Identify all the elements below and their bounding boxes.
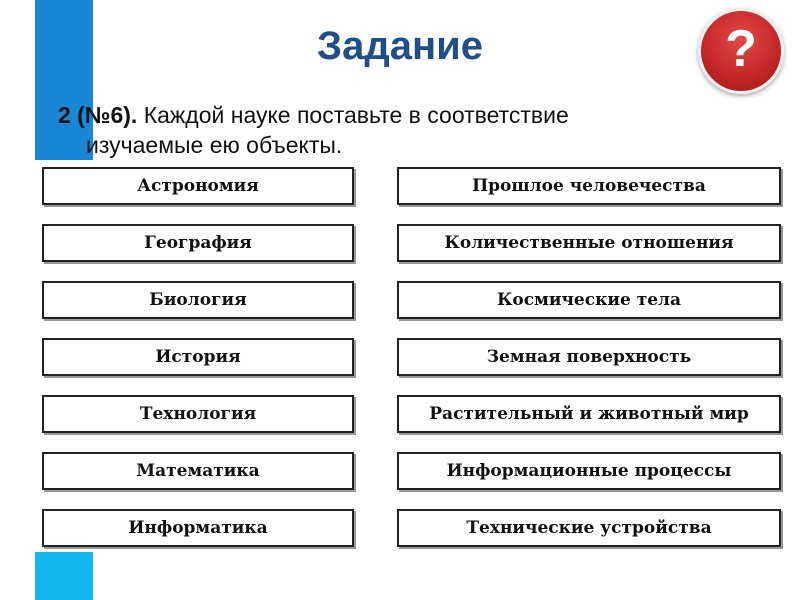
object-box-earth-surface[interactable]: Земная поверхность — [397, 338, 781, 376]
science-box-mathematics[interactable]: Математика — [42, 452, 354, 490]
question-mark-icon: ? — [725, 20, 757, 78]
science-box-history[interactable]: История — [42, 338, 354, 376]
object-box-information-processes[interactable]: Информационные процессы — [397, 452, 781, 490]
task-number: 2 (№6). — [58, 102, 138, 128]
science-box-biology[interactable]: Биология — [42, 281, 354, 319]
sciences-column — [42, 167, 354, 547]
object-box-technical-devices[interactable]: Технические устройства — [397, 509, 781, 547]
objects-column — [397, 167, 781, 547]
help-button[interactable] — [698, 8, 784, 94]
object-box-quantitative-relations[interactable]: Количественные отношения — [397, 224, 781, 262]
science-box-informatics[interactable]: Информатика — [42, 509, 354, 547]
science-box-astronomy[interactable]: Астрономия — [42, 167, 354, 205]
task-line-1: Каждой науке поставьте в соответствие — [143, 102, 569, 128]
object-box-human-past[interactable]: Прошлое человечества — [397, 167, 781, 205]
science-box-technology[interactable]: Технология — [42, 395, 354, 433]
object-box-flora-fauna[interactable]: Растительный и животный мир — [397, 395, 781, 433]
task-text — [58, 100, 698, 160]
science-box-geography[interactable]: География — [42, 224, 354, 262]
task-line-2: изучаемые ею объекты. — [86, 132, 343, 158]
object-box-cosmic-bodies[interactable]: Космические тела — [397, 281, 781, 319]
page-title: Задание — [317, 24, 483, 68]
decorative-blue-square — [35, 552, 93, 600]
